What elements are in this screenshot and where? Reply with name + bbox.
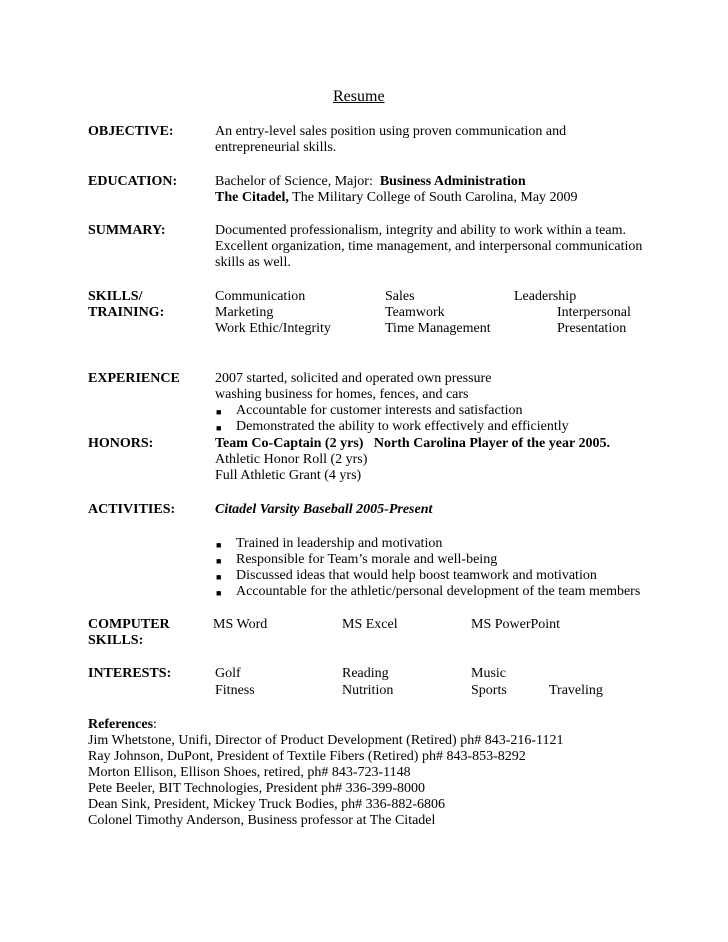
experience-label: EXPERIENCE xyxy=(88,371,180,386)
reference-line: Colonel Timothy Anderson, Business professor at The Citadel xyxy=(88,813,436,828)
degree-major: Business Administration xyxy=(379,174,526,189)
education-label: EDUCATION: xyxy=(88,174,178,189)
honors-line-1 xyxy=(215,436,610,452)
interest-item: Fitness xyxy=(215,683,255,698)
experience-line-1: 2007 started, solicited and operated own pressure xyxy=(215,371,492,386)
skill-item: Interpersonal xyxy=(557,305,631,320)
references-label: References xyxy=(88,717,154,732)
interest-item: Sports xyxy=(471,683,507,698)
school-name: The Citadel, xyxy=(215,190,289,205)
computer-skill: MS PowerPoint xyxy=(471,617,561,632)
honor-captain: Team Co-Captain (2 yrs) xyxy=(215,436,364,451)
activities-heading: Citadel Varsity Baseball 2005-Present xyxy=(215,502,433,517)
summary-line-1: Documented professionalism, integrity and ability to work within a team. xyxy=(215,223,626,238)
references-colon: : xyxy=(153,717,157,732)
square-bullet-icon: ■ xyxy=(216,556,222,566)
activities-label: ACTIVITIES: xyxy=(88,502,176,517)
experience-line-2: washing business for homes, fences, and cars xyxy=(215,387,469,402)
square-bullet-icon: ■ xyxy=(216,572,222,582)
computer-skills-label: SKILLS: xyxy=(88,633,144,648)
skill-item: Communication xyxy=(215,289,306,304)
interest-item: Traveling xyxy=(549,683,603,698)
summary-line-3: skills as well. xyxy=(215,255,291,270)
skill-item: Work Ethic/Integrity xyxy=(215,321,331,336)
experience-bullet: Accountable for customer interests and satisfaction xyxy=(236,403,523,418)
degree-prefix: Bachelor of Science, Major: xyxy=(215,174,373,189)
page-title: Resume xyxy=(333,88,385,105)
honors-line-3: Full Athletic Grant (4 yrs) xyxy=(215,468,362,483)
honor-player: North Carolina Player of the year 2005. xyxy=(373,436,610,451)
skill-item: Sales xyxy=(385,289,415,304)
reference-line: Ray Johnson, DuPont, President of Textile Fibers (Retired) ph# 843-853-8292 xyxy=(88,749,526,764)
computer-skill: MS Excel xyxy=(342,617,398,632)
computer-skill: MS Word xyxy=(213,617,268,632)
interests-label: INTERESTS: xyxy=(88,666,172,681)
skill-item: Presentation xyxy=(557,321,627,336)
education-degree xyxy=(215,174,526,190)
skill-item: Time Management xyxy=(385,321,491,336)
skills-label: SKILLS/ xyxy=(88,289,143,304)
computer-label: COMPUTER xyxy=(88,617,170,632)
activity-bullet: Trained in leadership and motivation xyxy=(236,536,443,551)
interest-item: Golf xyxy=(215,666,241,681)
summary-label: SUMMARY: xyxy=(88,223,166,238)
reference-line: Jim Whetstone, Unifi, Director of Product Development (Retired) ph# 843-216-1121 xyxy=(88,733,564,748)
school-detail: The Military College of South Carolina, May 2009 xyxy=(292,190,578,205)
interest-item: Reading xyxy=(342,666,389,681)
reference-line: Morton Ellison, Ellison Shoes, retired, ph# 843-723-1148 xyxy=(88,765,411,780)
activity-bullet: Discussed ideas that would help boost teamwork and motivation xyxy=(236,568,597,583)
reference-line: Pete Beeler, BIT Technologies, President ph# 336-399-8000 xyxy=(88,781,425,796)
education-school xyxy=(215,190,578,206)
skill-item: Leadership xyxy=(514,289,577,304)
objective-line-1: An entry-level sales position using proven communication and xyxy=(215,124,567,139)
interest-item: Nutrition xyxy=(342,683,394,698)
activity-bullet: Accountable for the athletic/personal development of the team members xyxy=(236,584,641,599)
square-bullet-icon: ■ xyxy=(216,540,222,550)
objective-label: OBJECTIVE: xyxy=(88,124,174,139)
interest-item: Music xyxy=(471,666,506,681)
skill-item: Marketing xyxy=(215,305,274,320)
reference-line: Dean Sink, President, Mickey Truck Bodies, ph# 336-882-6806 xyxy=(88,797,445,812)
summary-line-2: Excellent organization, time management, and interpersonal communication xyxy=(215,239,643,254)
experience-bullet: Demonstrated the ability to work effectively and efficiently xyxy=(236,419,569,434)
square-bullet-icon: ■ xyxy=(216,588,222,598)
skill-item: Teamwork xyxy=(385,305,445,320)
square-bullet-icon: ■ xyxy=(216,407,222,417)
honors-label: HONORS: xyxy=(88,436,154,451)
objective-line-2: entrepreneurial skills. xyxy=(215,140,337,155)
activity-bullet: Responsible for Team’s morale and well-being xyxy=(236,552,498,567)
square-bullet-icon: ■ xyxy=(216,423,222,433)
honors-line-2: Athletic Honor Roll (2 yrs) xyxy=(215,452,368,467)
references-heading xyxy=(88,717,157,733)
training-label: TRAINING: xyxy=(88,305,165,320)
